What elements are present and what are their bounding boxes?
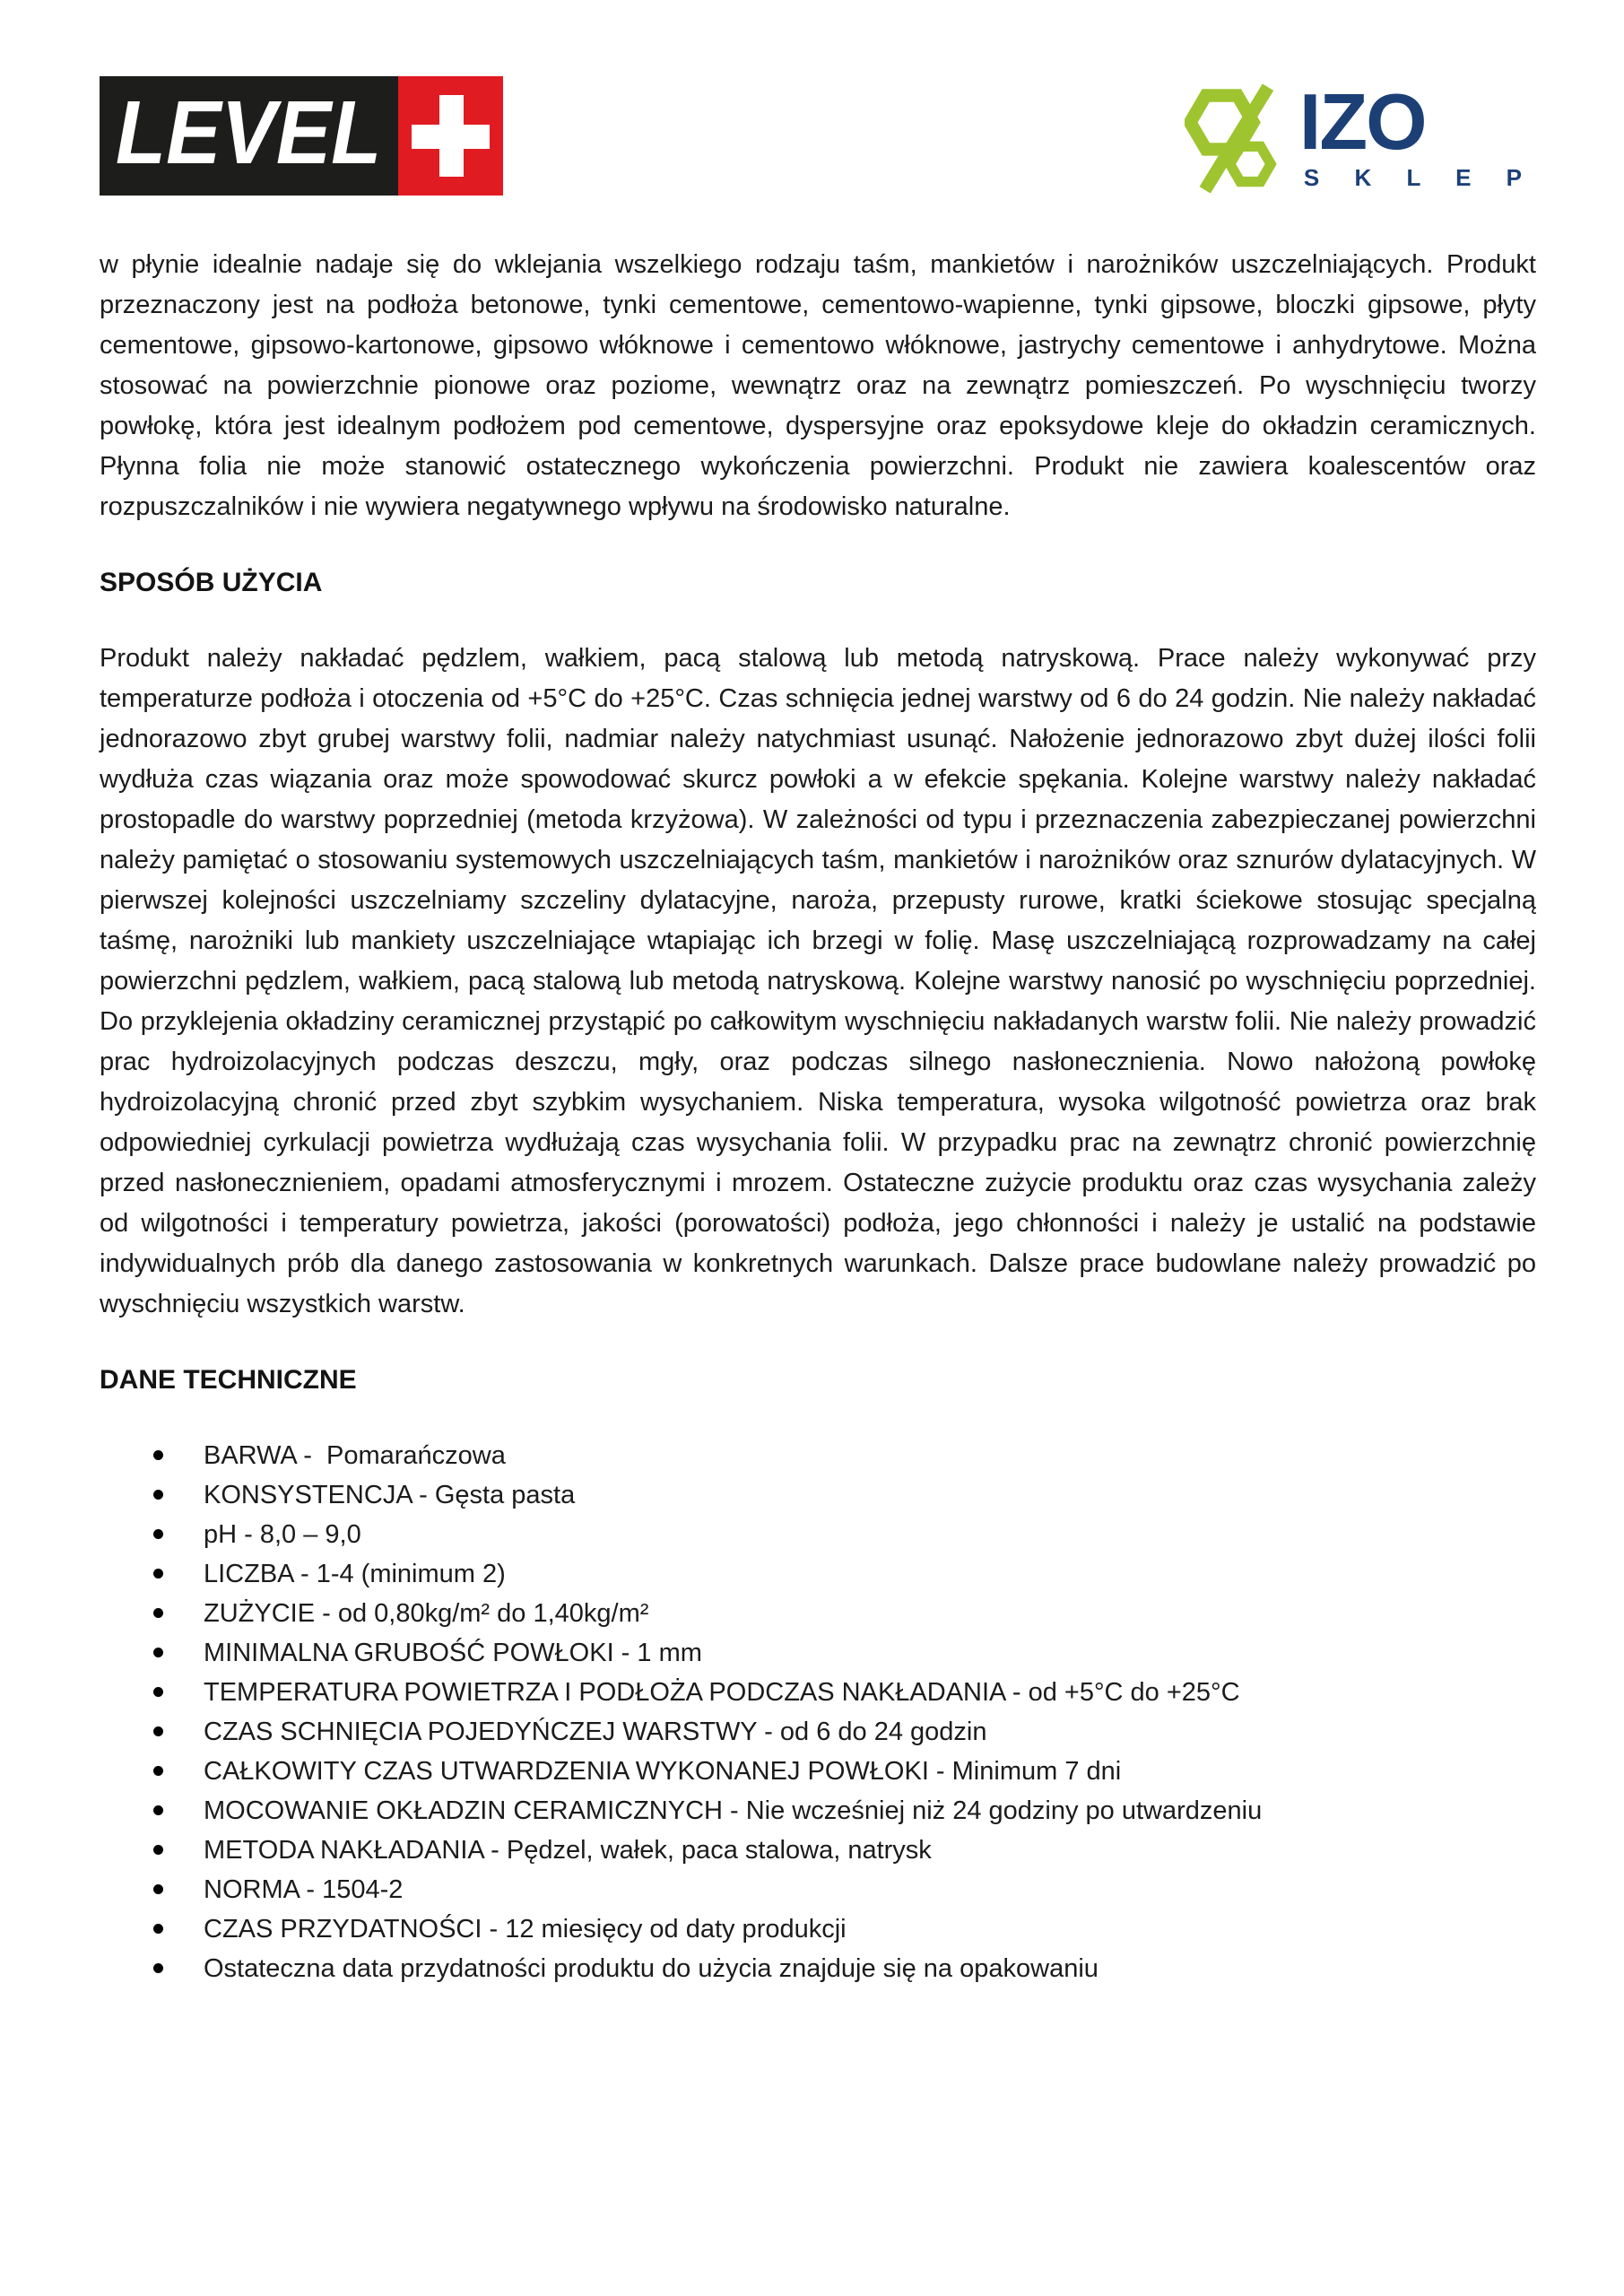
list-item: Ostateczna data przydatności produktu do użycia znajduje się na opakowaniu [100, 1949, 1536, 1988]
plus-icon-horizontal-bar [412, 125, 490, 149]
level-logo-black-box [100, 76, 398, 196]
izo-sklep-logo [1185, 77, 1536, 193]
list-item: CAŁKOWITY CZAS UTWARDZENIA WYKONANEJ POWŁOKI - Minimum 7 dni [100, 1752, 1536, 1791]
list-item: CZAS SCHNIĘCIA POJEDYŃCZEJ WARSTWY - od 6 do 24 godzin [100, 1712, 1536, 1752]
list-item: MINIMALNA GRUBOŚĆ POWŁOKI - 1 mm [100, 1633, 1536, 1673]
izo-logo-subtitle: S K L E P [1303, 163, 1536, 191]
intro-paragraph: w płynie idealnie nadaje się do wklejania wszelkiego rodzaju taśm, mankietów i narożników uszczelniających. Produkt przeznaczony jest na podłoża betonowe, tynki cementowe, cementowo-wapienne, tynki gipsowe, bloczki gipsowe, płyty cementowe, gipsowo-kartonowe, gipsowo włóknowe i cementowo włóknowe, jastrychy cementowe i anhydrytowe. Można stosować na powierzchnie pionowe oraz poziome, wewnątrz oraz na zewnątrz pomieszczeń. Po wyschnięciu tworzy powłokę, która jest idealnym podłożem pod cementowe, dyspersyjne oraz epoksydowe kleje do okładzin ceramicznych. Płynna folia nie może stanowić ostatecznego wykończenia powierzchni. Produkt nie zawiera koalescentów oraz rozpuszczalników i nie wywiera negatywnego wpływu na środowisko naturalne. [100, 250, 1536, 521]
level-plus-logo [100, 76, 503, 196]
technical-list [100, 1436, 1536, 1988]
list-item: LICZBA - 1-4 (minimum 2) [100, 1554, 1536, 1594]
usage-heading: SPOSÓB UŻYCIA [100, 568, 323, 597]
izo-logo-text: IZO [1298, 77, 1426, 166]
list-item: pH - 8,0 – 9,0 [100, 1515, 1536, 1554]
izo-percent-hexagons-icon [1185, 82, 1296, 193]
list-item: TEMPERATURA POWIETRZA I PODŁOŻA PODCZAS NAKŁADANIA - od +5°C do +25°C [100, 1673, 1536, 1712]
list-item: METODA NAKŁADANIA - Pędzel, wałek, paca stalowa, natrysk [100, 1831, 1536, 1870]
izo-logo-text-block [1298, 77, 1536, 192]
list-item: ZUŻYCIE - od 0,80kg/m² do 1,40kg/m² [100, 1594, 1536, 1633]
list-item: MOCOWANIE OKŁADZIN CERAMICZNYCH - Nie wcześniej niż 24 godziny po utwardzeniu [100, 1791, 1536, 1831]
level-logo-text: LEVEL [116, 83, 382, 183]
header [100, 76, 1536, 198]
technical-heading: DANE TECHNICZNE [100, 1365, 357, 1395]
plus-icon [398, 76, 503, 196]
list-item: NORMA - 1504-2 [100, 1870, 1536, 1909]
list-item: CZAS PRZYDATNOŚCI - 12 miesięcy od daty produkcji [100, 1909, 1536, 1949]
list-item: KONSYSTENCJA - Gęsta pasta [100, 1475, 1536, 1515]
usage-paragraph: Produkt należy nakładać pędzlem, wałkiem, pacą stalową lub metodą natryskową. Prace należy wykonywać przy temperaturze podłoża i otoczenia od +5°C do +25°C. Czas schnięcia jednej warstwy od 6 do 24 godzin. Nie należy nakładać jednorazowo zbyt grubej warstwy folii, nadmiar należy natychmiast usunąć. Nałożenie jednorazowo zbyt dużej ilości folii wydłuża czas wiązania oraz może spowodować skurcz powłoki a w efekcie spękania. Kolejne warstwy należy nakładać prostopadle do warstwy poprzedniej (metoda krzyżowa). W zależności od typu i przeznaczenia zabezpieczanej powierzchni należy pamiętać o stosowaniu systemowych uszczelniających taśm, mankietów i narożników oraz sznurów dylatacyjnych. W pierwszej kolejności uszczelniamy szczeliny dylatacyjne, naroża, przepusty rurowe, kratki ściekowe stosując specjalną taśmę, narożniki lub mankiety uszczelniające wtapiając ich brzegi w folię. Masę uszczelniającą rozprowadzamy na całej powierzchni pędzlem, wałkiem, pacą stalową lub metodą natryskową. Kolejne warstwy nanosić po wyschnięciu poprzedniej. Do przyklejenia okładziny ceramicznej przystąpić po całkowitym wyschnięciu nakładanych warstw folii. Nie należy prowadzić prac hydroizolacyjnych podczas deszczu, mgły, oraz podczas silnego nasłonecznienia. Nowo nałożoną powłokę hydroizolacyjną chronić przed zbyt szybkim wysychaniem. Niska temperatura, wysoka wilgotność powietrza oraz brak odpowiedniej cyrkulacji powietrza wydłużają czas wysychania folii. W przypadku prac na zewnątrz chronić powierzchnię przed nasłonecznieniem, opadami atmosferycznymi i mrozem. Ostateczne zużycie produktu oraz czas wysychania zależy od wilgotności i temperatury powietrza, jakości (porowatości) podłoża, jego chłonności i należy je ustalić na podstawie indywidualnych prób dla danego zastosowania w konkretnych warunkach. Dalsze prace budowlane należy prowadzić po wyschnięciu wszystkich warstw. [100, 644, 1536, 1318]
list-item: BARWA - Pomarańczowa [100, 1436, 1536, 1475]
